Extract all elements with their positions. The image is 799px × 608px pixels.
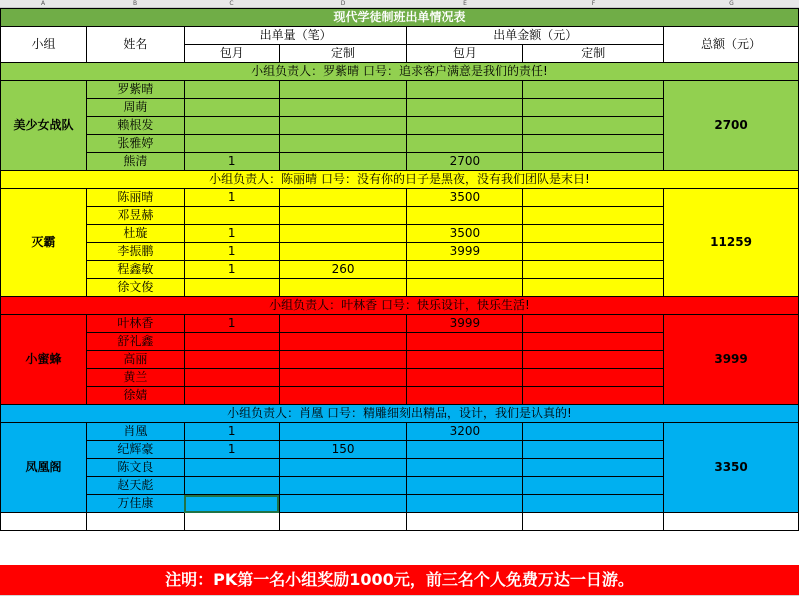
monthly-amount-cell[interactable] bbox=[407, 459, 523, 477]
monthly-count-cell[interactable] bbox=[184, 351, 279, 369]
member-name[interactable]: 黄兰 bbox=[86, 369, 184, 387]
empty-cell[interactable] bbox=[1, 513, 87, 531]
member-name[interactable]: 熊清 bbox=[86, 153, 184, 171]
header-total[interactable]: 总额（元） bbox=[664, 27, 799, 63]
monthly-count-cell[interactable] bbox=[184, 477, 279, 495]
member-name[interactable]: 赵天彪 bbox=[86, 477, 184, 495]
custom-amount-cell[interactable] bbox=[523, 99, 664, 117]
member-name[interactable]: 陈丽晴 bbox=[86, 189, 184, 207]
custom-amount-cell[interactable] bbox=[523, 369, 664, 387]
monthly-count-cell[interactable]: 1 bbox=[184, 315, 279, 333]
group-name[interactable]: 小蜜蜂 bbox=[1, 315, 87, 405]
column-header-a[interactable]: A bbox=[40, 0, 46, 7]
monthly-amount-cell[interactable] bbox=[407, 387, 523, 405]
monthly-amount-cell[interactable]: 3500 bbox=[407, 189, 523, 207]
group-leader-line[interactable]: 小组负责人：肖凰 口号：精雕细刻出精品，设计，我们是认真的! bbox=[1, 405, 799, 423]
monthly-count-cell[interactable] bbox=[184, 99, 279, 117]
header-count-monthly[interactable]: 包月 bbox=[184, 45, 279, 63]
custom-count-cell[interactable] bbox=[279, 387, 407, 405]
header-amount-custom[interactable]: 定制 bbox=[523, 45, 664, 63]
custom-count-cell[interactable] bbox=[279, 117, 407, 135]
member-name[interactable]: 程鑫敏 bbox=[86, 261, 184, 279]
empty-cell[interactable] bbox=[664, 513, 799, 531]
spreadsheet-grid bbox=[0, 8, 799, 531]
custom-count-cell[interactable]: 260 bbox=[279, 261, 407, 279]
custom-amount-cell[interactable] bbox=[523, 477, 664, 495]
member-row bbox=[1, 423, 799, 441]
monthly-count-cell[interactable]: 1 bbox=[184, 261, 279, 279]
custom-amount-cell[interactable] bbox=[523, 333, 664, 351]
member-name[interactable]: 徐婧 bbox=[86, 387, 184, 405]
column-header-d[interactable]: D bbox=[340, 0, 346, 7]
empty-cell[interactable] bbox=[184, 513, 279, 531]
group-total[interactable]: 2700 bbox=[664, 81, 799, 171]
monthly-amount-cell[interactable]: 3200 bbox=[407, 423, 523, 441]
custom-count-cell[interactable] bbox=[279, 207, 407, 225]
monthly-amount-cell[interactable] bbox=[407, 495, 523, 513]
custom-amount-cell[interactable] bbox=[523, 189, 664, 207]
column-header-g[interactable]: G bbox=[729, 0, 734, 7]
monthly-count-cell[interactable]: 1 bbox=[184, 153, 279, 171]
custom-amount-cell[interactable] bbox=[523, 243, 664, 261]
monthly-count-cell[interactable] bbox=[184, 387, 279, 405]
custom-amount-cell[interactable] bbox=[523, 153, 664, 171]
custom-amount-cell[interactable] bbox=[523, 81, 664, 99]
custom-amount-cell[interactable] bbox=[523, 459, 664, 477]
custom-count-cell[interactable] bbox=[279, 477, 407, 495]
monthly-amount-cell[interactable] bbox=[407, 333, 523, 351]
member-name[interactable]: 陈文良 bbox=[86, 459, 184, 477]
custom-amount-cell[interactable] bbox=[523, 279, 664, 297]
column-header-e[interactable]: E bbox=[463, 0, 467, 7]
monthly-amount-cell[interactable] bbox=[407, 117, 523, 135]
custom-amount-cell[interactable] bbox=[523, 261, 664, 279]
member-row bbox=[1, 315, 799, 333]
monthly-amount-cell[interactable]: 2700 bbox=[407, 153, 523, 171]
monthly-count-cell[interactable] bbox=[184, 333, 279, 351]
custom-count-cell[interactable] bbox=[279, 351, 407, 369]
empty-cell[interactable] bbox=[523, 513, 664, 531]
column-header-f[interactable]: F bbox=[591, 0, 596, 7]
group-total[interactable]: 3999 bbox=[664, 315, 799, 405]
member-name[interactable]: 李振鹏 bbox=[86, 243, 184, 261]
member-name[interactable]: 张雅婷 bbox=[86, 135, 184, 153]
sheet-title[interactable]: 现代学徒制班出单情况表 bbox=[1, 9, 799, 27]
member-name[interactable]: 赖根发 bbox=[86, 117, 184, 135]
monthly-count-cell[interactable] bbox=[184, 279, 279, 297]
custom-amount-cell[interactable] bbox=[523, 495, 664, 513]
member-name[interactable]: 肖凰 bbox=[86, 423, 184, 441]
group-total[interactable]: 3350 bbox=[664, 423, 799, 513]
custom-amount-cell[interactable] bbox=[523, 117, 664, 135]
group-leader-line[interactable]: 小组负责人：叶林香 口号：快乐设计，快乐生活! bbox=[1, 297, 799, 315]
selected-cell[interactable] bbox=[184, 495, 279, 513]
member-name[interactable]: 杜璇 bbox=[86, 225, 184, 243]
monthly-count-cell[interactable] bbox=[184, 369, 279, 387]
custom-count-cell[interactable] bbox=[279, 423, 407, 441]
custom-amount-cell[interactable] bbox=[523, 423, 664, 441]
monthly-count-cell[interactable]: 1 bbox=[184, 423, 279, 441]
column-header-c[interactable]: C bbox=[229, 0, 234, 7]
monthly-amount-cell[interactable] bbox=[407, 369, 523, 387]
member-name[interactable]: 邓昱赫 bbox=[86, 207, 184, 225]
header-amount-monthly[interactable]: 包月 bbox=[407, 45, 523, 63]
group-leader-line[interactable]: 小组负责人：罗紫晴 口号：追求客户满意是我们的责任! bbox=[1, 63, 799, 81]
empty-cell[interactable] bbox=[279, 513, 407, 531]
custom-count-cell[interactable] bbox=[279, 279, 407, 297]
monthly-amount-cell[interactable]: 3999 bbox=[407, 243, 523, 261]
header-count[interactable]: 出单量（笔） bbox=[184, 27, 407, 45]
empty-cell[interactable] bbox=[86, 513, 184, 531]
custom-count-cell[interactable] bbox=[279, 243, 407, 261]
monthly-amount-cell[interactable] bbox=[407, 135, 523, 153]
custom-count-cell[interactable] bbox=[279, 369, 407, 387]
custom-count-cell[interactable] bbox=[279, 153, 407, 171]
custom-amount-cell[interactable] bbox=[523, 207, 664, 225]
custom-count-cell[interactable] bbox=[279, 459, 407, 477]
custom-amount-cell[interactable] bbox=[523, 135, 664, 153]
monthly-amount-cell[interactable] bbox=[407, 351, 523, 369]
member-name[interactable]: 叶林香 bbox=[86, 315, 184, 333]
monthly-amount-cell[interactable] bbox=[407, 81, 523, 99]
header-amount[interactable]: 出单金额（元） bbox=[407, 27, 664, 45]
custom-count-cell[interactable] bbox=[279, 189, 407, 207]
custom-count-cell[interactable]: 150 bbox=[279, 441, 407, 459]
member-name[interactable]: 周萌 bbox=[86, 99, 184, 117]
group-name[interactable]: 凤凰阁 bbox=[1, 423, 87, 513]
monthly-count-cell[interactable] bbox=[184, 117, 279, 135]
custom-count-cell[interactable] bbox=[279, 495, 407, 513]
monthly-amount-cell[interactable] bbox=[407, 477, 523, 495]
monthly-amount-cell[interactable]: 3500 bbox=[407, 225, 523, 243]
footer-note[interactable]: 注明：PK第一名小组奖励1000元，前三名个人免费万达一日游。 bbox=[0, 565, 799, 595]
monthly-count-cell[interactable]: 1 bbox=[184, 225, 279, 243]
custom-count-cell[interactable] bbox=[279, 81, 407, 99]
empty-rows bbox=[0, 595, 799, 608]
member-row bbox=[1, 81, 799, 99]
custom-amount-cell[interactable] bbox=[523, 387, 664, 405]
custom-count-cell[interactable] bbox=[279, 99, 407, 117]
custom-amount-cell[interactable] bbox=[523, 441, 664, 459]
monthly-count-cell[interactable] bbox=[184, 459, 279, 477]
empty-cell[interactable] bbox=[407, 513, 523, 531]
blank-row bbox=[1, 513, 799, 531]
group-leader-line[interactable]: 小组负责人：陈丽晴 口号：没有你的日子是黑夜，没有我们团队是末日! bbox=[1, 171, 799, 189]
monthly-count-cell[interactable] bbox=[184, 81, 279, 99]
group-total[interactable]: 11259 bbox=[664, 189, 799, 297]
member-row bbox=[1, 189, 799, 207]
header-name[interactable]: 姓名 bbox=[86, 27, 184, 63]
custom-count-cell[interactable] bbox=[279, 225, 407, 243]
monthly-amount-cell[interactable]: 3999 bbox=[407, 315, 523, 333]
monthly-count-cell[interactable] bbox=[184, 135, 279, 153]
member-name[interactable]: 舒礼鑫 bbox=[86, 333, 184, 351]
monthly-amount-cell[interactable] bbox=[407, 279, 523, 297]
custom-amount-cell[interactable] bbox=[523, 351, 664, 369]
member-name[interactable]: 徐文俊 bbox=[86, 279, 184, 297]
custom-count-cell[interactable] bbox=[279, 315, 407, 333]
monthly-count-cell[interactable]: 1 bbox=[184, 189, 279, 207]
header-count-custom[interactable]: 定制 bbox=[279, 45, 407, 63]
column-header-b[interactable]: B bbox=[132, 0, 138, 7]
monthly-amount-cell[interactable] bbox=[407, 99, 523, 117]
custom-amount-cell[interactable] bbox=[523, 315, 664, 333]
member-name[interactable]: 纪辉豪 bbox=[86, 441, 184, 459]
group-name[interactable]: 美少女战队 bbox=[1, 81, 87, 171]
member-name[interactable]: 高丽 bbox=[86, 351, 184, 369]
monthly-amount-cell[interactable] bbox=[407, 441, 523, 459]
custom-count-cell[interactable] bbox=[279, 135, 407, 153]
member-name[interactable]: 万佳康 bbox=[86, 495, 184, 513]
monthly-count-cell[interactable]: 1 bbox=[184, 243, 279, 261]
custom-amount-cell[interactable] bbox=[523, 225, 664, 243]
monthly-count-cell[interactable]: 1 bbox=[184, 441, 279, 459]
monthly-count-cell[interactable] bbox=[184, 207, 279, 225]
column-header-bar bbox=[0, 0, 799, 8]
monthly-amount-cell[interactable] bbox=[407, 261, 523, 279]
custom-count-cell[interactable] bbox=[279, 333, 407, 351]
group-name[interactable]: 灭霸 bbox=[1, 189, 87, 297]
member-name[interactable]: 罗紫晴 bbox=[86, 81, 184, 99]
monthly-amount-cell[interactable] bbox=[407, 207, 523, 225]
header-group[interactable]: 小组 bbox=[1, 27, 87, 63]
